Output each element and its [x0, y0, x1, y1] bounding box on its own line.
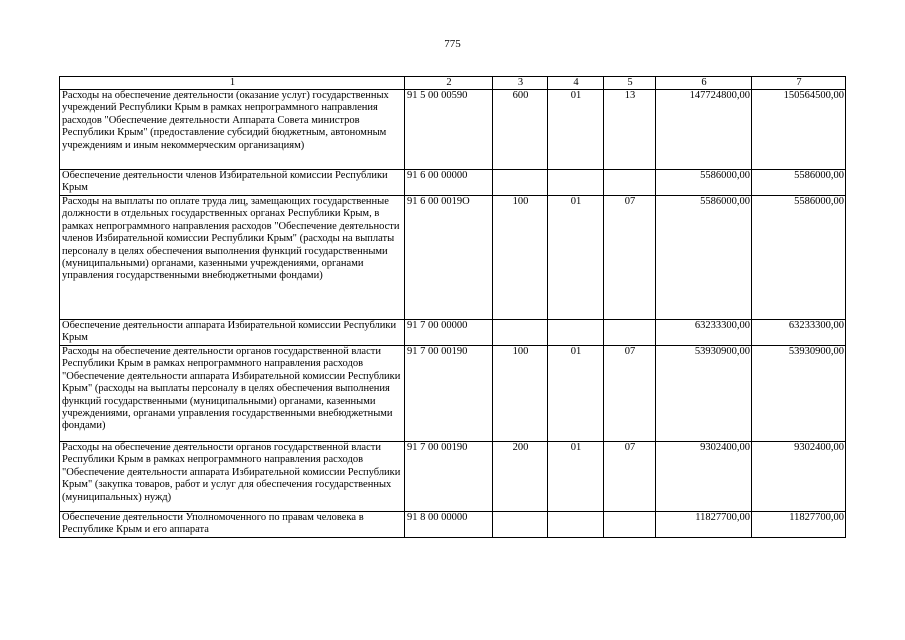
row-section: [548, 170, 604, 196]
row-target-code: 91 7 00 00000: [405, 320, 493, 346]
row-subsection: [604, 320, 656, 346]
row-expense-type: 100: [493, 346, 548, 442]
row-description: Обеспечение деятельности Уполномоченного по правам человека в Республике Крым и его аппарата: [60, 512, 405, 538]
row-expense-type: [493, 320, 548, 346]
row-expense-type: [493, 512, 548, 538]
header-cell: 6: [656, 77, 752, 90]
row-expense-type: 200: [493, 442, 548, 512]
row-subsection: [604, 512, 656, 538]
row-expense-type: 600: [493, 90, 548, 170]
row-amount-col7: 9302400,00: [752, 442, 846, 512]
header-cell: 2: [405, 77, 493, 90]
row-description: Расходы на обеспечение деятельности органов государственной власти Республики Крым в рамках непрограммного направления расходов "Обеспечение деятельности аппарата Избирательной комиссии Республики Крым" (расходы на выплаты персоналу в целях обеспечения выполнения функций государственными (муниципальными) органами, казенными учреждениями, органами управления государственными внебюджетными фондами): [60, 346, 405, 442]
row-subsection: 07: [604, 196, 656, 320]
table-row: [60, 442, 846, 512]
table-row: [60, 170, 846, 196]
row-amount-col6: 147724800,00: [656, 90, 752, 170]
row-expense-type: 100: [493, 196, 548, 320]
row-section: 01: [548, 90, 604, 170]
header-cell: 4: [548, 77, 604, 90]
row-amount-col6: 9302400,00: [656, 442, 752, 512]
row-amount-col7: 5586000,00: [752, 196, 846, 320]
row-target-code: 91 7 00 00190: [405, 346, 493, 442]
page-number: 775: [444, 38, 461, 50]
table-row: [60, 196, 846, 320]
row-amount-col7: 5586000,00: [752, 170, 846, 196]
row-amount-col7: 63233300,00: [752, 320, 846, 346]
row-subsection: 07: [604, 346, 656, 442]
row-section: 01: [548, 442, 604, 512]
row-section: [548, 512, 604, 538]
row-section: 01: [548, 196, 604, 320]
row-amount-col6: 53930900,00: [656, 346, 752, 442]
row-amount-col7: 150564500,00: [752, 90, 846, 170]
row-amount-col6: 5586000,00: [656, 196, 752, 320]
table-row: [60, 320, 846, 346]
header-row: [60, 77, 846, 90]
row-subsection: 13: [604, 90, 656, 170]
row-description: Расходы на обеспечение деятельности органов государственной власти Республики Крым в рамках непрограммного направления расходов "Обеспечение деятельности аппарата Избирательной комиссии Республики Крым" (закупка товаров, работ и услуг для обеспечения государственных (муниципальных) нужд): [60, 442, 405, 512]
row-description: Расходы на выплаты по оплате труда лиц, замещающих государственные должности в отдельных государственных органах Республики Крым, в рамках непрограммного направления расходов "Обеспечение деятельности членов Избирательной комиссии Республики Крым" (расходы на выплаты персоналу в целях обеспечения выполнения функций государственными (муниципальными) органами, казенными учреждениями, органами управления государственными внебюджетными фондами): [60, 196, 405, 320]
header-cell: 5: [604, 77, 656, 90]
header-cell: 1: [60, 77, 405, 90]
row-amount-col7: 11827700,00: [752, 512, 846, 538]
row-section: [548, 320, 604, 346]
table-row: [60, 512, 846, 538]
row-description: Расходы на обеспечение деятельности (оказание услуг) государственных учреждений Республики Крым в рамках непрограммного направления расходов "Обеспечение деятельности Аппарата Совета министров Республики Крым" (предоставление субсидий бюджетным, автономным учреждениям и иным некоммерческим организациям): [60, 90, 405, 170]
header-cell: 3: [493, 77, 548, 90]
row-section: 01: [548, 346, 604, 442]
row-subsection: [604, 170, 656, 196]
table-row: [60, 90, 846, 170]
table-row: [60, 346, 846, 442]
row-description: Обеспечение деятельности членов Избирательной комиссии Республики Крым: [60, 170, 405, 196]
row-amount-col6: 63233300,00: [656, 320, 752, 346]
row-target-code: 91 6 00 00000: [405, 170, 493, 196]
header-cell: 7: [752, 77, 846, 90]
row-amount-col6: 5586000,00: [656, 170, 752, 196]
row-amount-col6: 11827700,00: [656, 512, 752, 538]
row-target-code: 91 8 00 00000: [405, 512, 493, 538]
row-target-code: 91 5 00 00590: [405, 90, 493, 170]
row-target-code: 91 6 00 0019О: [405, 196, 493, 320]
row-target-code: 91 7 00 00190: [405, 442, 493, 512]
row-description: Обеспечение деятельности аппарата Избирательной комиссии Республики Крым: [60, 320, 405, 346]
row-amount-col7: 53930900,00: [752, 346, 846, 442]
row-subsection: 07: [604, 442, 656, 512]
budget-table: [59, 76, 846, 538]
row-expense-type: [493, 170, 548, 196]
